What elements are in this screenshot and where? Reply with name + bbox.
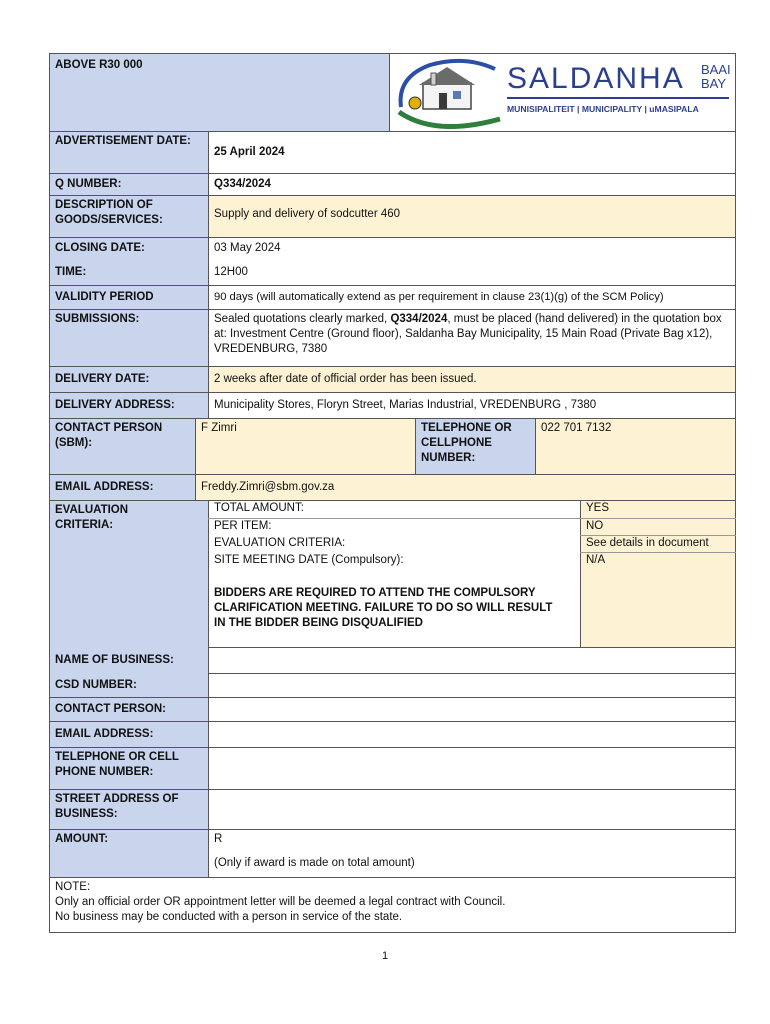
telephone-value: 022 701 7132 [535,418,735,474]
note-line-2: No business may be conducted with a person in service of the state. [55,911,403,923]
delivery-address-value [208,392,735,418]
business-name-label [49,647,208,673]
row-line [49,131,736,132]
validity-label-text: VALIDITY PERIOD [55,290,154,303]
row-line [49,474,736,475]
logo-main: SALDANHA [507,62,685,95]
time-text: 12H00 [214,265,248,278]
delivery-address-label [49,392,208,418]
q-number-text: Q334/2024 [214,177,271,190]
border-bottom [49,932,736,933]
header-category-cell [49,53,389,131]
contact-person-field[interactable] [208,697,735,721]
advert-date-text: 25 April 2024 [214,145,285,158]
description-label: DESCRIPTION OF GOODS/SERVICES: [49,195,208,237]
row-line [208,647,736,648]
bidder-email-field[interactable] [208,721,735,747]
logo-underline [507,97,729,99]
row-line [49,829,736,830]
header-category: ABOVE R30 000 [55,59,143,71]
street-address-field[interactable] [208,789,735,829]
bidder-phone-label: TELEPHONE OR CELL PHONE NUMBER: [49,747,208,789]
time-label [49,259,208,285]
email-label [49,474,195,500]
email-text: Freddy.Zimri@sbm.gov.za [201,480,335,493]
amount-prefix: R [214,833,223,845]
logo-cell [389,53,735,131]
delivery-date-label-text: DELIVERY DATE: [55,372,150,385]
evaluation-value-criteria: See details in document [586,537,709,549]
evaluation-value-per-item: NO [586,520,604,532]
evaluation-criteria-list [208,500,580,647]
csd-number-label-text: CSD NUMBER: [55,678,137,691]
bidder-phone-field[interactable] [208,747,735,789]
bidder-email-label [49,721,208,747]
eval-row-line [580,535,736,536]
contact-person-bidder-label [49,697,208,721]
delivery-date-text: 2 weeks after date of official order has been issued. [214,372,477,385]
q-number-label [49,173,208,195]
evaluation-value-total: YES [586,502,610,514]
submissions-label-text: SUBMISSIONS: [55,313,140,325]
delivery-date-label [49,366,208,392]
amount-label [49,829,208,877]
contact-person-bidder-label-text: CONTACT PERSON: [55,702,166,715]
column-line [580,500,581,647]
submissions-text-1: Sealed quotations clearly marked, [214,313,391,325]
column-line [535,418,536,474]
closing-date-label [49,237,208,259]
note-title: NOTE: [55,881,91,893]
closing-date-value [208,237,735,259]
row-line [49,418,736,419]
row-line [49,789,736,790]
validity-label [49,285,208,309]
q-number-label-text: Q NUMBER: [55,177,122,190]
row-line [49,697,736,698]
evaluation-value-site-meeting: N/A [586,554,606,566]
amount-note: (Only if award is made on total amount) [214,857,415,869]
row-line [49,500,736,501]
submissions-value [208,309,735,366]
logo-baai: BAAI [701,62,731,77]
q-number-value [208,173,735,195]
column-line [415,418,416,474]
contact-person-label: CONTACT PERSON (SBM): [49,418,195,474]
note-line-1: Only an official order OR appointment letter will be deemed a legal contract with Council. [55,896,506,908]
amount-field[interactable] [208,829,735,877]
row-line [49,195,736,196]
column-line [195,418,196,500]
evaluation-item-criteria: EVALUATION CRITERIA: [214,537,346,549]
eval-row-line [208,518,736,519]
row-line [49,392,736,393]
validity-text: 90 days (will automatically extend as per requirement in clause 23(1)(g) of the SCM Policy) [214,290,664,303]
contact-person-value: F Zimri [195,418,415,474]
email-value [195,474,735,500]
row-line [49,173,736,174]
municipal-building-logo-icon [395,57,505,129]
row-line [49,721,736,722]
submissions-label [49,309,208,366]
email-label-text: EMAIL ADDRESS: [55,480,154,493]
page-number: 1 [381,950,389,962]
evaluation-label [49,500,208,647]
delivery-address-label-text: DELIVERY ADDRESS: [55,398,175,411]
row-line [49,877,736,878]
column-line [208,131,209,418]
description-text: Supply and delivery of sodcutter 460 [214,208,401,220]
border-top [49,53,736,54]
closing-date-text: 03 May 2024 [214,241,281,254]
amount-label-text: AMOUNT: [55,833,109,845]
logo-bay: BAY [701,76,727,91]
evaluation-item-site-meeting: SITE MEETING DATE (Compulsory): [214,554,404,566]
validity-value [208,285,735,309]
row-line [49,366,736,367]
row-line [49,285,736,286]
border-left [49,53,50,933]
bidder-email-label-text: EMAIL ADDRESS: [55,727,154,740]
advert-date-label: ADVERTISEMENT DATE: [49,131,208,173]
evaluation-item-per-item: PER ITEM: [214,520,272,532]
row-line [49,747,736,748]
saldanha-logo [395,57,730,129]
logo-sub: MUNISIPALITEIT | MUNICIPALITY | uMASIPALA [507,104,699,114]
row-line [49,309,736,310]
evaluation-warning: BIDDERS ARE REQUIRED TO ATTEND THE COMPULSORY CLARIFICATION MEETING. FAILURE TO DO SO WILL RESULT IN THE BIDDER BEING DISQUALIFIED [214,587,553,629]
row-line [208,673,736,674]
evaluation-label-text: EVALUATION CRITERIA: [55,504,129,531]
submissions-q-number: Q334/2024 [390,313,448,325]
telephone-label: TELEPHONE OR CELLPHONE NUMBER: [415,418,535,474]
note-box [49,877,735,933]
border-right [735,53,736,933]
closing-date-label-text: CLOSING DATE: [55,241,145,254]
evaluation-values [580,500,735,647]
business-name-field[interactable] [208,647,735,673]
description-value [208,195,735,237]
eval-row-line [580,552,736,553]
row-line [49,237,736,238]
csd-number-label [49,673,208,697]
time-value [208,259,735,285]
delivery-address-text: Municipality Stores, Floryn Street, Marias Industrial, VREDENBURG , 7380 [214,398,597,411]
business-name-label-text: NAME OF BUSINESS: [55,653,174,666]
header-divider [389,53,390,131]
street-address-label: STREET ADDRESS OF BUSINESS: [49,789,208,829]
submissions-text-2: , must be placed (hand delivered) in the quotation box at: Investment Centre (Ground floor), Saldanha Bay Municipality, 15 Main Road (Private Bag x12), VREDENBURG, 7380 [214,313,722,355]
advert-date-value [208,131,735,173]
csd-number-field[interactable] [208,673,735,697]
evaluation-item-total: TOTAL AMOUNT: [214,502,304,514]
time-label-text: TIME: [55,265,87,278]
column-line [208,500,209,877]
delivery-date-value [208,366,735,392]
